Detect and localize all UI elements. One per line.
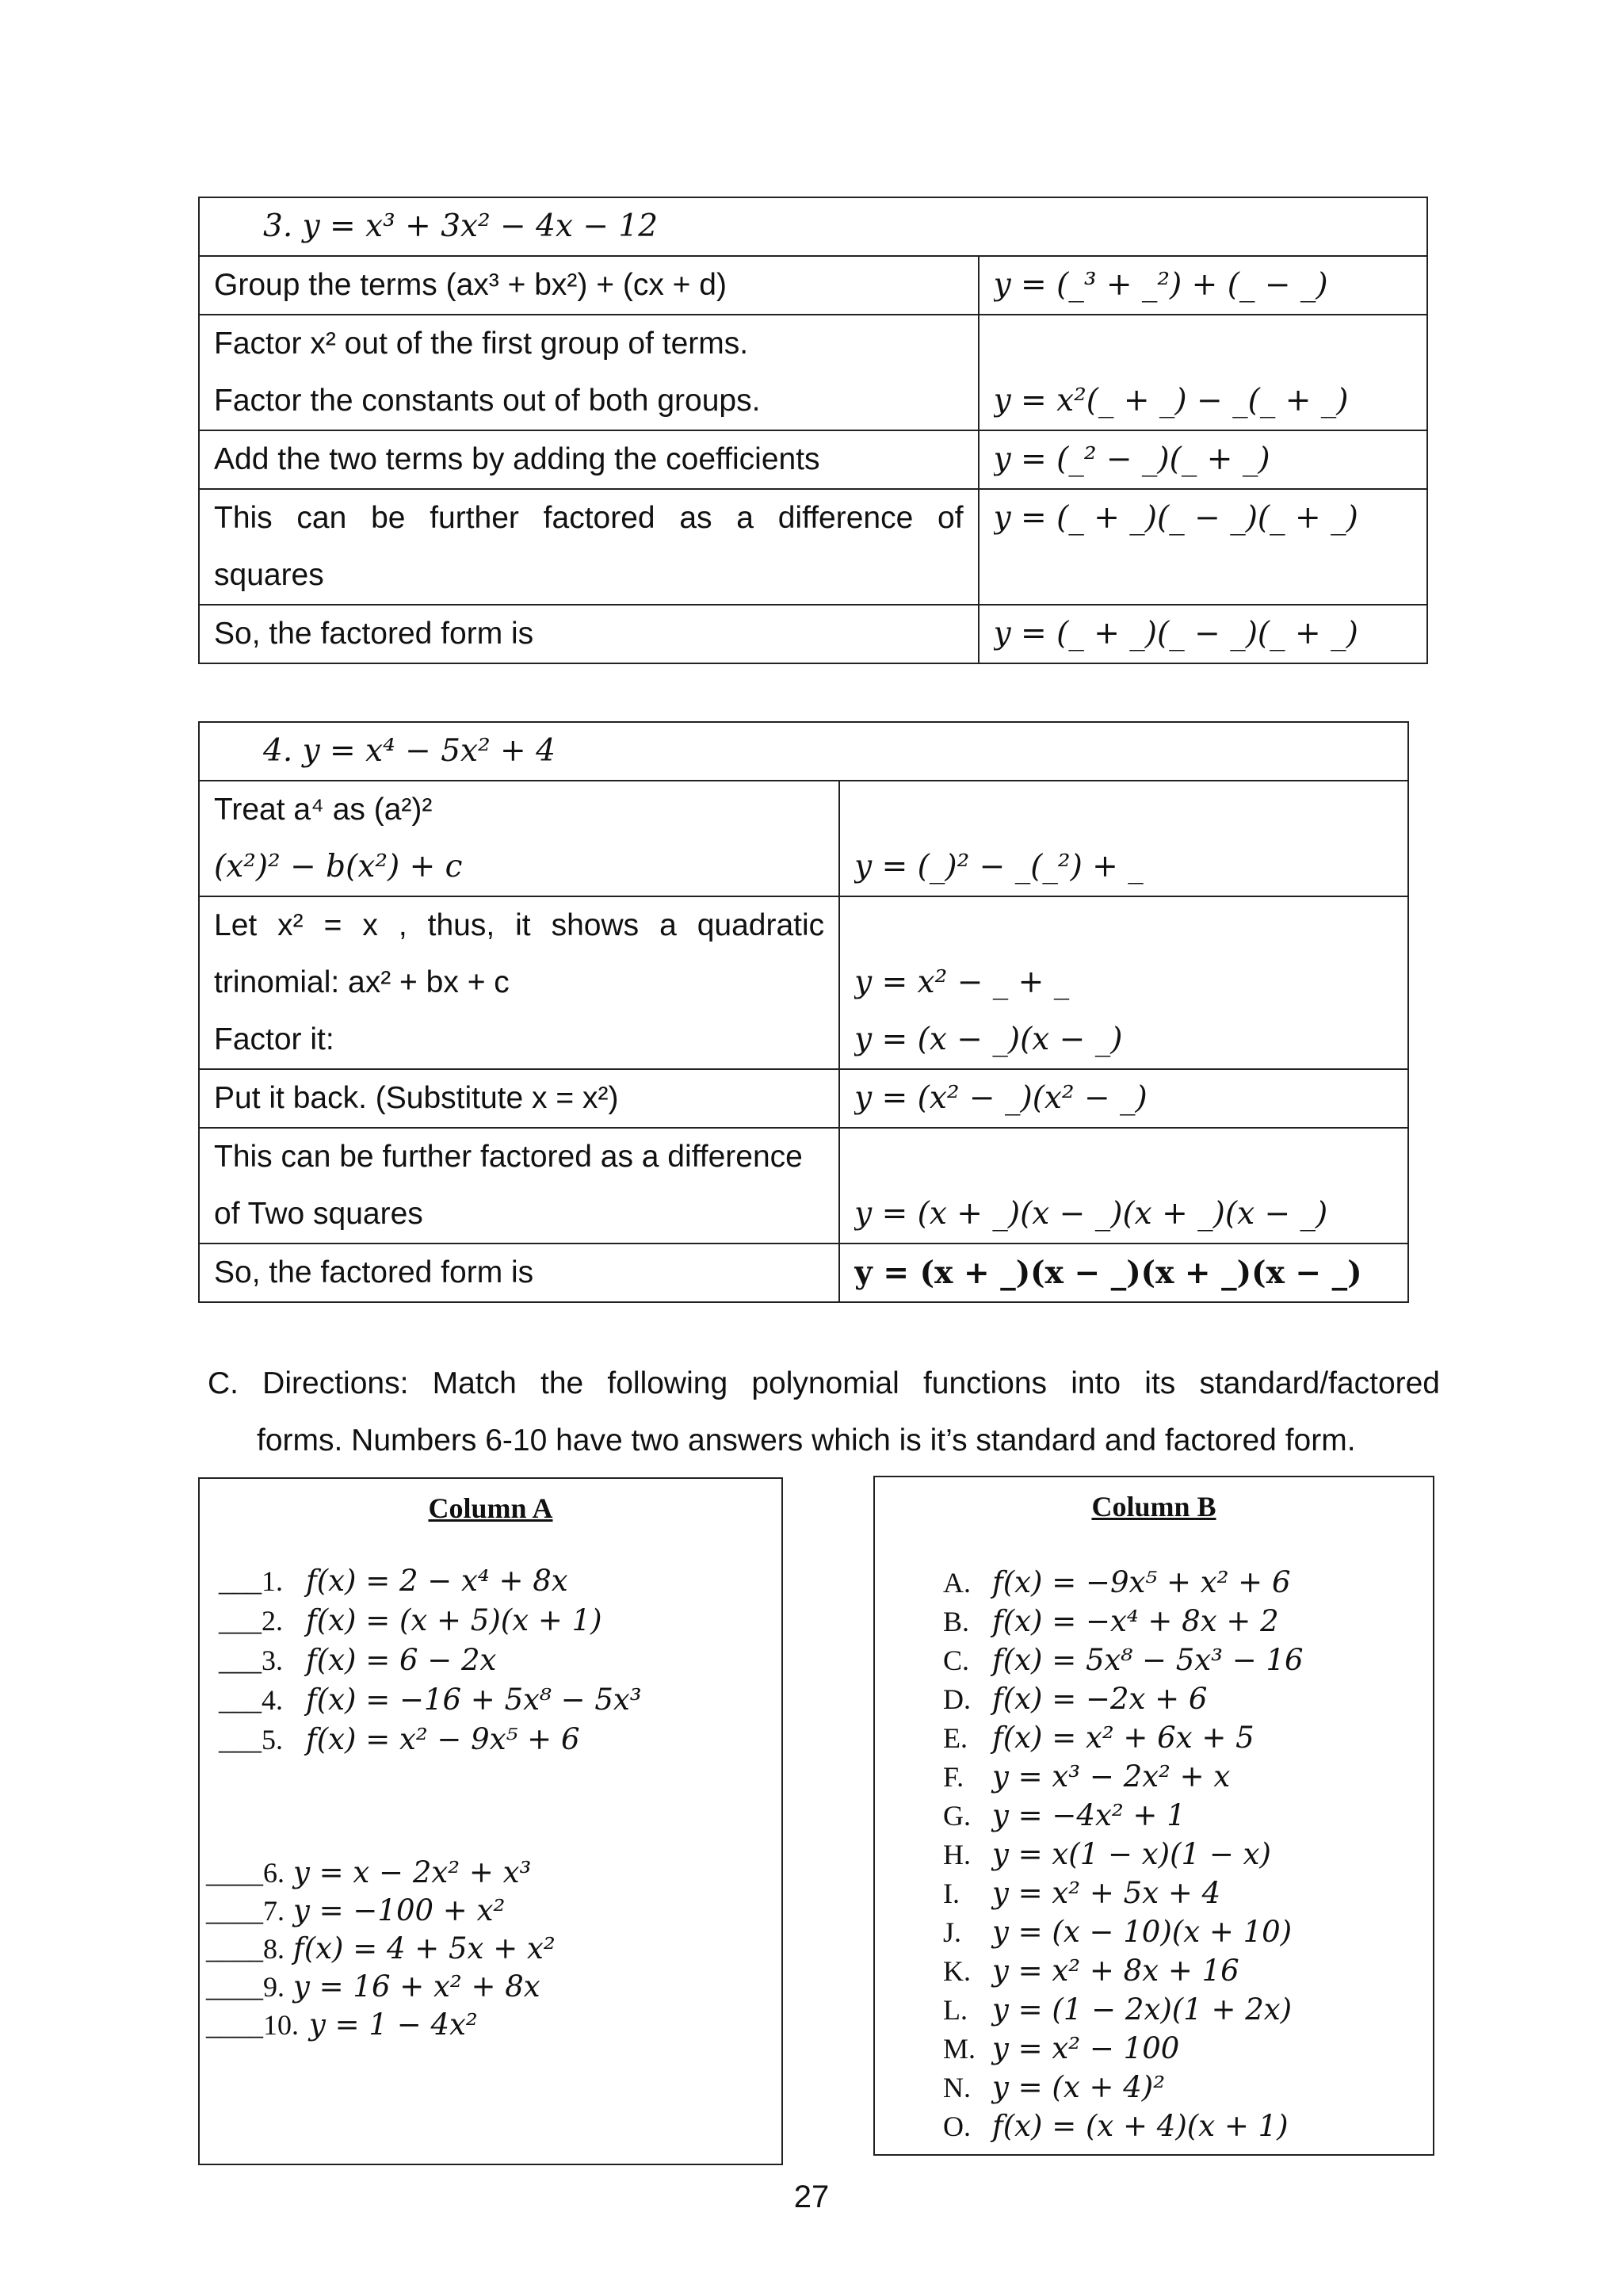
table3-row — [199, 430, 1427, 489]
item-equation: f(x) = (x + 4)(x + 1) — [992, 2109, 1289, 2143]
answer-blank-num — [206, 1929, 293, 1969]
table4-step-text: Let x² = x , thus, it shows a quadratic — [214, 908, 825, 942]
column-b-item — [943, 1951, 1239, 1991]
answer-blank[interactable]: ____ — [206, 1971, 263, 2003]
answer-blank-num — [219, 1720, 306, 1759]
item-equation: f(x) = −16 + 5x⁸ − 5x³ — [306, 1683, 642, 1717]
table4-header — [263, 723, 1393, 780]
item-number: 5. — [262, 1724, 283, 1755]
item-equation: y = 1 − 4x² — [309, 2008, 478, 2042]
column-b-item — [943, 1757, 1230, 1797]
column-a-item — [206, 2005, 478, 2045]
item-letter: L. — [943, 1994, 968, 2026]
column-b-item — [943, 2107, 1289, 2146]
answer-blank[interactable]: ___ — [219, 1684, 262, 1716]
item-letter: I. — [943, 1878, 960, 1909]
column-b-item — [943, 2068, 1165, 2107]
answer-blank-num — [206, 2005, 309, 2045]
table3-step-text: Factor x² out of the first group of terms. — [214, 327, 749, 361]
item-letter: E. — [943, 1722, 968, 1754]
answer-blank-num — [219, 1680, 306, 1720]
column-a-item — [219, 1641, 496, 1680]
item-number: 1. — [262, 1565, 283, 1597]
table4-answer-template: y = (x² − _)(x² − _) — [854, 1080, 1148, 1116]
table4-row — [199, 1244, 1408, 1302]
item-letter: N. — [943, 2072, 971, 2103]
table4-step-text: Put it back. (Substitute x = x²) — [214, 1081, 619, 1115]
column-a-item — [206, 1929, 556, 1969]
table3-header-row — [199, 197, 1427, 256]
item-number: 2. — [262, 1605, 283, 1637]
answer-blank[interactable]: ____ — [206, 1933, 263, 1965]
answer-blank-num — [206, 1853, 293, 1893]
table4-answer-template: y = x² − _ + _ — [854, 965, 1070, 1000]
table3-row — [199, 256, 1427, 315]
item-equation: f(x) = (x + 5)(x + 1) — [306, 1603, 602, 1637]
item-letter: D. — [943, 1683, 971, 1715]
item-letter: O. — [943, 2111, 971, 2142]
column-a-item — [219, 1720, 579, 1759]
answer-blank[interactable]: ___ — [219, 1565, 262, 1597]
item-equation: f(x) = x² − 9x⁵ + 6 — [306, 1722, 580, 1756]
column-a-item — [219, 1680, 642, 1720]
column-b-item — [943, 1563, 1291, 1603]
column-b-item — [943, 1874, 1220, 1913]
item-equation: y = x³ − 2x² + x — [992, 1759, 1231, 1794]
item-equation: y = x² − 100 — [992, 2031, 1180, 2065]
table3-row — [199, 605, 1427, 663]
table3-header-text: 3. y = x³ + 3x² − 4x − 12 — [263, 208, 659, 244]
column-b-box — [873, 1476, 1434, 2156]
answer-blank[interactable]: ___ — [219, 1605, 262, 1637]
directions — [208, 1355, 1440, 1469]
directions-line-1: C. Directions: Match the following polynomial functions into its standard/factored — [208, 1366, 1440, 1400]
column-b-item — [943, 1835, 1271, 1874]
table4-step-text: Treat a⁴ as (a²)² — [214, 793, 433, 827]
column-a-item — [206, 1891, 505, 1931]
table4-row — [199, 896, 1408, 1069]
item-equation: y = x(1 − x)(1 − x) — [992, 1837, 1271, 1871]
table4-step-text: trinomial: ax² + bx + c — [214, 965, 510, 999]
table3-answer-template: y = x²(_ + _) − _(_ + _) — [993, 383, 1349, 418]
table3-step-text: So, the factored form is — [214, 617, 534, 651]
item-number: 3. — [262, 1645, 283, 1676]
answer-blank-num — [206, 1891, 293, 1931]
table3-step-text: This can be further factored as a difference of — [214, 501, 964, 535]
column-b-item — [943, 1641, 1304, 1680]
item-equation: y = 16 + x² + 8x — [293, 1969, 540, 2004]
table3-step-text: Group the terms (ax³ + bx²) + (cx + d) — [214, 268, 727, 302]
column-a-item — [219, 1561, 568, 1601]
table4-row — [199, 1128, 1408, 1244]
column-a-title: Column A — [428, 1492, 553, 1524]
table3-header — [263, 198, 1412, 255]
factoring-table-3 — [198, 197, 1428, 664]
item-number: 10. — [263, 2009, 299, 2041]
item-letter: K. — [943, 1955, 971, 1987]
table3-row — [199, 315, 1427, 430]
answer-blank-num — [219, 1561, 306, 1601]
table3-answer-template: y = (_ + _)(_ − _)(_ + _) — [993, 500, 1358, 536]
column-b-item — [943, 1602, 1279, 1641]
directions-line-2: forms. Numbers 6-10 have two answers which is it’s standard and factored form. — [257, 1423, 1356, 1457]
factoring-table-4 — [198, 721, 1409, 1303]
item-letter: B. — [943, 1606, 970, 1637]
table4-final-answer-template: y = (x + _)(x − _)(x + _)(x − _) — [854, 1255, 1362, 1291]
table4-step-text: Factor it: — [214, 1022, 334, 1056]
item-letter: A. — [943, 1567, 971, 1599]
item-equation: f(x) = 6 − 2x — [306, 1643, 497, 1677]
item-equation: y = (x + 4)² — [992, 2070, 1166, 2104]
table3-step-text: Add the two terms by adding the coefficients — [214, 442, 820, 476]
item-letter: M. — [943, 2033, 976, 2065]
table4-row — [199, 781, 1408, 896]
table3-answer-template: y = (_² − _)(_ + _) — [993, 441, 1270, 477]
answer-blank-num — [219, 1601, 306, 1641]
table4-step-text: of Two squares — [214, 1197, 423, 1231]
column-b-item — [943, 2029, 1179, 2069]
item-equation: y = x − 2x² + x³ — [293, 1855, 532, 1889]
item-letter: H. — [943, 1839, 971, 1870]
column-a-item — [219, 1601, 602, 1641]
table3-step-text: squares — [214, 558, 324, 592]
answer-blank[interactable]: ___ — [219, 1645, 262, 1676]
answer-blank-num — [219, 1641, 306, 1680]
item-number: 7. — [263, 1895, 285, 1927]
item-letter: F. — [943, 1761, 964, 1793]
table4-answer-template: y = (_)² − _(_²) + _ — [854, 849, 1144, 884]
answer-blank[interactable]: ___ — [219, 1724, 262, 1755]
item-number: 6. — [263, 1857, 285, 1889]
table3-answer-template: y = (_ + _)(_ − _)(_ + _) — [993, 616, 1358, 651]
column-b-item — [943, 1912, 1292, 1952]
item-equation: y = (x − 10)(x + 10) — [992, 1915, 1293, 1949]
table4-answer-template: y = (x + _)(x − _)(x + _)(x − _) — [854, 1196, 1328, 1232]
column-a-box — [198, 1477, 783, 2165]
item-equation: y = (1 − 2x)(1 + 2x) — [992, 1992, 1293, 2027]
answer-blank[interactable]: ____ — [206, 2009, 263, 2041]
item-number: 4. — [262, 1684, 283, 1716]
column-b-item — [943, 1679, 1207, 1719]
column-a-item — [206, 1853, 531, 1893]
table3-answer-template: y = (_³ + _²) + (_ − _) — [993, 267, 1328, 303]
item-equation: y = −100 + x² — [293, 1893, 506, 1927]
table4-step-text: This can be further factored as a difference — [214, 1140, 803, 1174]
answer-blank-num — [206, 1967, 293, 2007]
table4-step-text: (x²)² − b(x²) + c — [214, 849, 463, 884]
answer-blank[interactable]: ____ — [206, 1857, 263, 1889]
item-letter: G. — [943, 1800, 971, 1832]
column-a-item — [206, 1967, 540, 2007]
item-equation: f(x) = −x⁴ + 8x + 2 — [992, 1604, 1279, 1638]
item-letter: C. — [943, 1645, 970, 1676]
item-number: 9. — [263, 1971, 285, 2003]
table4-header-text: 4. y = x⁴ − 5x² + 4 — [263, 733, 556, 769]
item-equation: y = x² + 5x + 4 — [992, 1876, 1221, 1910]
item-equation: f(x) = −9x⁵ + x² + 6 — [992, 1565, 1291, 1599]
column-b-item — [943, 1990, 1292, 2030]
table4-step-text: So, the factored form is — [214, 1255, 534, 1289]
item-equation: f(x) = 5x⁸ − 5x³ − 16 — [992, 1643, 1304, 1677]
item-equation: f(x) = 2 − x⁴ + 8x — [306, 1564, 568, 1598]
column-b-title: Column B — [1091, 1491, 1216, 1522]
item-equation: y = x² + 8x + 16 — [992, 1954, 1239, 1988]
item-equation: y = −4x² + 1 — [992, 1798, 1186, 1832]
item-equation: f(x) = 4 + 5x + x² — [293, 1931, 556, 1966]
table4-answer-template: y = (x − _)(x − _) — [854, 1022, 1123, 1057]
column-b-item — [943, 1796, 1186, 1836]
answer-blank[interactable]: ____ — [206, 1895, 263, 1927]
item-equation: f(x) = −2x + 6 — [992, 1682, 1208, 1716]
column-b-item — [943, 1718, 1254, 1758]
table4-header-row — [199, 722, 1408, 781]
page-number: 27 — [793, 2179, 830, 2214]
item-number: 8. — [263, 1933, 285, 1965]
item-equation: f(x) = x² + 6x + 5 — [992, 1721, 1254, 1755]
item-letter: J. — [943, 1916, 962, 1948]
table3-step-text: Factor the constants out of both groups. — [214, 384, 761, 418]
table3-row — [199, 489, 1427, 605]
table4-row — [199, 1069, 1408, 1128]
